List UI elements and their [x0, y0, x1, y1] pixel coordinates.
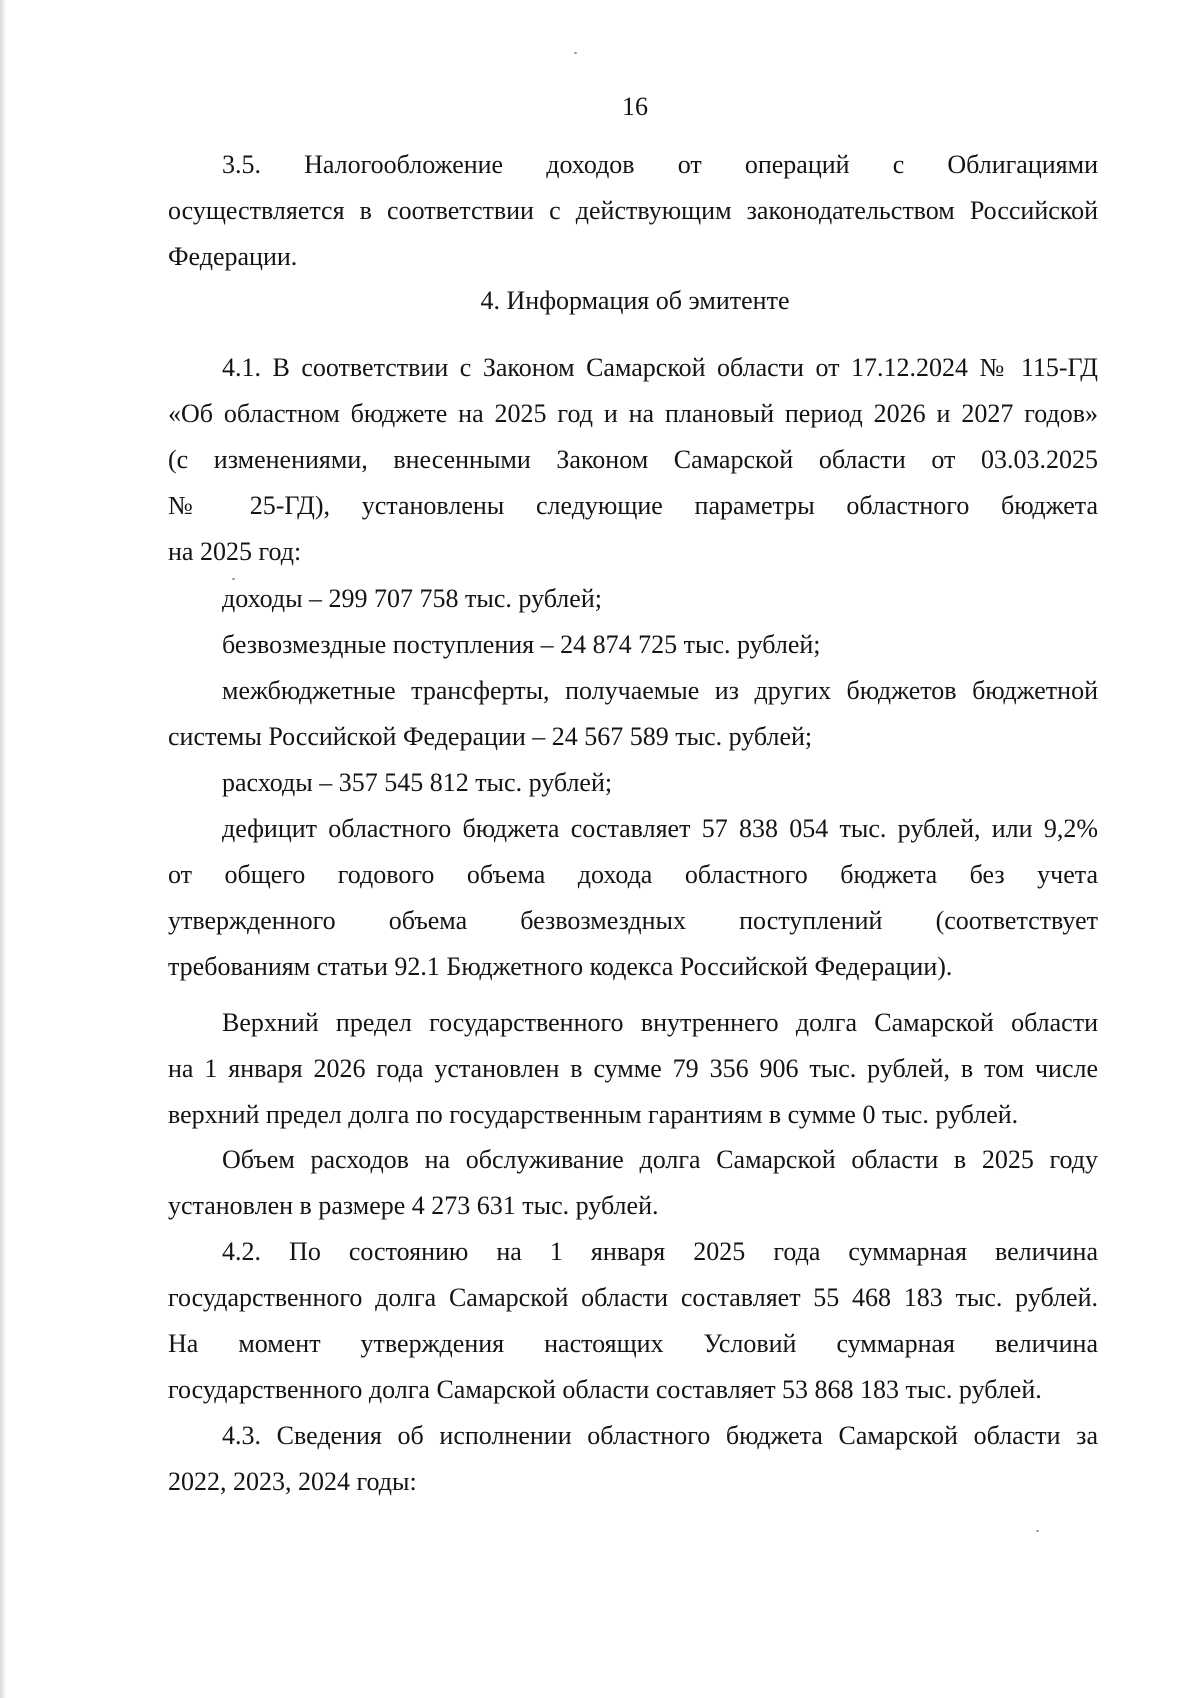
- text-line: 4.2. По состоянию на 1 января 2025 года суммарная величина: [222, 1237, 1098, 1266]
- text-line: утвержденного объема безвозмездных поступлений (соответствует: [168, 906, 1098, 935]
- text-line: 4.3. Сведения об исполнении областного бюджета Самарской области за: [222, 1421, 1098, 1450]
- budget-grants: безвозмездные поступления – 24 874 725 тыс. рублей;: [222, 630, 821, 659]
- paragraph-4-1-intro: [168, 345, 1098, 575]
- text-line: системы Российской Федерации – 24 567 589 тыс. рублей;: [168, 722, 813, 751]
- text-line: № 25-ГД), установлены следующие параметры областного бюджета: [168, 491, 1098, 520]
- page-number: 16: [622, 92, 648, 121]
- budget-expenses: расходы – 357 545 812 тыс. рублей;: [222, 768, 613, 797]
- text-line: государственного долга Самарской области составляет 53 868 183 тыс. рублей.: [168, 1375, 1042, 1404]
- budget-income: доходы – 299 707 758 тыс. рублей;: [222, 584, 602, 613]
- text-line: государственного долга Самарской области составляет 55 468 183 тыс. рублей.: [168, 1283, 1098, 1312]
- text-line: На момент утверждения настоящих Условий суммарная величина: [168, 1329, 1098, 1358]
- text-line: 4.1. В соответствии с Законом Самарской области от 17.12.2024 № 115-ГД: [222, 353, 1098, 382]
- text-line: верхний предел долга по государственным гарантиям в сумме 0 тыс. рублей.: [168, 1100, 1019, 1129]
- text-line: дефицит областного бюджета составляет 57 838 054 тыс. рублей, или 9,2%: [222, 814, 1098, 843]
- text-line: установлен в размере 4 273 631 тыс. рублей.: [168, 1191, 659, 1220]
- budget-parameters: [168, 576, 1098, 990]
- paragraph-4-2: [168, 1229, 1098, 1413]
- page-edge-shadow: [0, 0, 6, 1698]
- text-line: межбюджетные трансферты, получаемые из других бюджетов бюджетной: [222, 676, 1098, 705]
- text-line: Объем расходов на обслуживание долга Самарской области в 2025 году: [222, 1145, 1098, 1174]
- text-line: осуществляется в соответствии с действующим законодательством Российской: [168, 196, 1098, 225]
- paragraph-debt-limit: [168, 1000, 1098, 1138]
- text-line: «Об областном бюджете на 2025 год и на плановый период 2026 и 2027 годов»: [168, 399, 1098, 428]
- text-line: Верхний предел государственного внутреннего долга Самарской области: [222, 1008, 1098, 1037]
- scan-speck: [574, 52, 577, 54]
- text-line: 3.5. Налогообложение доходов от операций с Облигациями: [222, 150, 1098, 179]
- paragraph-4-3: [168, 1413, 1098, 1505]
- text-line: (с изменениями, внесенными Законом Самарской области от 03.03.2025: [168, 445, 1098, 474]
- text-line: Федерации.: [168, 242, 298, 271]
- section-heading: 4. Информация об эмитенте: [480, 286, 790, 315]
- text-line: требованиям статьи 92.1 Бюджетного кодекса Российской Федерации).: [168, 952, 953, 981]
- text-line: на 1 января 2026 года установлен в сумме 79 356 906 тыс. рублей, в том числе: [168, 1054, 1098, 1083]
- scan-speck: [1036, 1530, 1039, 1532]
- text-line: 2022, 2023, 2024 годы:: [168, 1467, 417, 1496]
- paragraph-3-5: [168, 142, 1098, 280]
- paragraph-debt-service: [168, 1137, 1098, 1229]
- text-line: на 2025 год:: [168, 537, 302, 566]
- text-line: от общего годового объема дохода областного бюджета без учета: [168, 860, 1098, 889]
